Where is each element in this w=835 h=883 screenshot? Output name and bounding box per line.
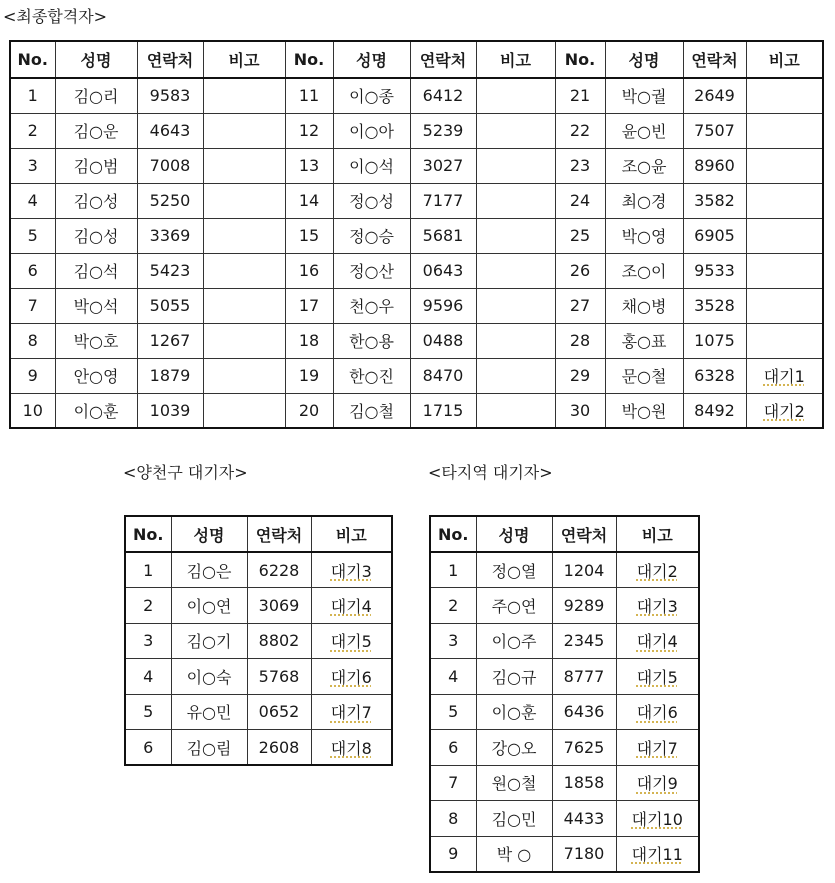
- table-cell: 6: [10, 253, 55, 288]
- table-cell: 윤○빈: [605, 113, 683, 148]
- remark-label: 대기7: [330, 703, 372, 723]
- table-cell: 12: [285, 113, 333, 148]
- table-cell: 27: [555, 288, 605, 323]
- table-cell: 15: [285, 218, 333, 253]
- table-cell: 7507: [683, 113, 746, 148]
- table-cell: 21: [555, 78, 605, 113]
- table-cell: 이○아: [333, 113, 410, 148]
- table-cell: 1: [430, 552, 476, 588]
- table-cell: 1267: [137, 323, 203, 358]
- table-cell: 4643: [137, 113, 203, 148]
- table-cell: 주○연: [476, 588, 552, 624]
- table-cell: [746, 288, 823, 323]
- header-contact: 연락처: [247, 516, 311, 552]
- table-cell: 조○이: [605, 253, 683, 288]
- table-row: [10, 78, 823, 113]
- table-cell: [616, 623, 699, 659]
- remark-label: 대기4: [330, 596, 372, 616]
- table-cell: [746, 358, 823, 393]
- table-row: [430, 588, 699, 624]
- table-cell: 3: [430, 623, 476, 659]
- table-cell: 1039: [137, 393, 203, 428]
- table-cell: 김○은: [171, 552, 247, 588]
- table-cell: 16: [285, 253, 333, 288]
- table-cell: 3582: [683, 183, 746, 218]
- table-cell: 7: [10, 288, 55, 323]
- table-cell: [476, 183, 555, 218]
- table-cell: 24: [555, 183, 605, 218]
- remark-label: 대기1: [763, 367, 805, 386]
- table-cell: 8777: [552, 659, 616, 695]
- remark-label: 대기9: [636, 774, 678, 794]
- remark-label: 대기4: [636, 632, 678, 652]
- table-cell: 안○영: [55, 358, 137, 393]
- table-row: [430, 694, 699, 730]
- other-region-table-caption: <타지역 대기자>: [428, 463, 553, 482]
- table-cell: 1: [10, 78, 55, 113]
- table-cell: 김○리: [55, 78, 137, 113]
- table-cell: 원○철: [476, 765, 552, 801]
- table-cell: 14: [285, 183, 333, 218]
- table-cell: [616, 730, 699, 766]
- table-cell: [203, 288, 285, 323]
- remark-label: 대기7: [636, 738, 678, 758]
- table-cell: 6328: [683, 358, 746, 393]
- table-cell: 3069: [247, 588, 311, 624]
- table-cell: 김○규: [476, 659, 552, 695]
- yangcheon-table-caption: <양천구 대기자>: [123, 463, 248, 482]
- table-cell: [476, 393, 555, 428]
- table-cell: 2649: [683, 78, 746, 113]
- header-remarks: 비고: [476, 41, 555, 78]
- table-cell: 5250: [137, 183, 203, 218]
- table-cell: [616, 552, 699, 588]
- table-cell: 8: [10, 323, 55, 358]
- header-name: 성명: [171, 516, 247, 552]
- table-cell: 11: [285, 78, 333, 113]
- table-row: [430, 836, 699, 872]
- table-cell: 3369: [137, 218, 203, 253]
- header-remarks: 비고: [616, 516, 699, 552]
- table-row: [10, 113, 823, 148]
- table-cell: 홍○표: [605, 323, 683, 358]
- table-cell: [746, 113, 823, 148]
- table-row: [430, 659, 699, 695]
- table-cell: 0652: [247, 694, 311, 730]
- table-cell: [203, 113, 285, 148]
- table-cell: 9583: [137, 78, 203, 113]
- table-cell: [203, 253, 285, 288]
- table-row: [10, 393, 823, 428]
- table-cell: 유○민: [171, 694, 247, 730]
- table-cell: [746, 78, 823, 113]
- table-cell: 7180: [552, 836, 616, 872]
- table-cell: 29: [555, 358, 605, 393]
- table-cell: [746, 183, 823, 218]
- table-cell: 1879: [137, 358, 203, 393]
- remark-label: 대기2: [763, 401, 805, 421]
- table-row: [125, 730, 392, 766]
- table-cell: [476, 113, 555, 148]
- header-no: No.: [125, 516, 171, 552]
- table-row: [125, 588, 392, 624]
- table-row: [10, 148, 823, 183]
- table-cell: [203, 78, 285, 113]
- table-cell: 8470: [410, 358, 476, 393]
- table-cell: 이○연: [171, 588, 247, 624]
- remark-label: 대기6: [330, 667, 372, 687]
- table-cell: 정○승: [333, 218, 410, 253]
- table-cell: 박○영: [605, 218, 683, 253]
- table-cell: 1715: [410, 393, 476, 428]
- table-cell: 4: [10, 183, 55, 218]
- remark-label: 대기8: [330, 738, 372, 758]
- table-cell: 박○호: [55, 323, 137, 358]
- remark-label: 대기10: [631, 809, 683, 829]
- table-row: [10, 323, 823, 358]
- table-cell: 4: [430, 659, 476, 695]
- table-cell: 8960: [683, 148, 746, 183]
- table-cell: 1: [125, 552, 171, 588]
- table-row: [125, 552, 392, 588]
- table-cell: [476, 78, 555, 113]
- table-cell: 23: [555, 148, 605, 183]
- table-cell: [476, 358, 555, 393]
- header-contact: 연락처: [410, 41, 476, 78]
- remark-label: 대기3: [330, 561, 372, 581]
- table-cell: 2: [10, 113, 55, 148]
- table-cell: 6905: [683, 218, 746, 253]
- table-cell: 5: [430, 694, 476, 730]
- table-cell: [476, 288, 555, 323]
- table-cell: 이○종: [333, 78, 410, 113]
- table-cell: 박 ○: [476, 836, 552, 872]
- table-cell: 13: [285, 148, 333, 183]
- remark-label: 대기3: [636, 596, 678, 616]
- header-no: No.: [430, 516, 476, 552]
- table-row: [430, 730, 699, 766]
- header-no: No.: [555, 41, 605, 78]
- table-cell: 1858: [552, 765, 616, 801]
- table-cell: [616, 588, 699, 624]
- header-remarks: 비고: [203, 41, 285, 78]
- table-cell: 김○성: [55, 218, 137, 253]
- table-cell: 8802: [247, 623, 311, 659]
- table-cell: 7008: [137, 148, 203, 183]
- table-cell: 10: [10, 393, 55, 428]
- table-cell: 6: [430, 730, 476, 766]
- table-cell: 2: [430, 588, 476, 624]
- table-cell: 8: [430, 801, 476, 837]
- final-passers-table: [9, 40, 824, 429]
- table-row: [430, 765, 699, 801]
- table-cell: [746, 148, 823, 183]
- table-cell: 김○운: [55, 113, 137, 148]
- table-cell: 1075: [683, 323, 746, 358]
- remark-label: 대기5: [330, 632, 372, 652]
- yangcheon-header-row: [125, 516, 392, 552]
- table-cell: 3: [125, 623, 171, 659]
- table-cell: [476, 253, 555, 288]
- remark-label: 대기5: [636, 667, 678, 687]
- table-cell: [746, 323, 823, 358]
- table-cell: 강○오: [476, 730, 552, 766]
- table-row: [10, 253, 823, 288]
- table-cell: 김○석: [55, 253, 137, 288]
- table-cell: 2: [125, 588, 171, 624]
- table-cell: 28: [555, 323, 605, 358]
- table-cell: 박○원: [605, 393, 683, 428]
- header-name: 성명: [476, 516, 552, 552]
- header-no: No.: [285, 41, 333, 78]
- table-cell: 김○철: [333, 393, 410, 428]
- table-cell: [746, 393, 823, 428]
- table-cell: 7: [430, 765, 476, 801]
- table-cell: [311, 623, 392, 659]
- table-cell: 25: [555, 218, 605, 253]
- table-cell: 한○진: [333, 358, 410, 393]
- table-cell: 이○석: [333, 148, 410, 183]
- table-cell: 2608: [247, 730, 311, 766]
- table-cell: 천○우: [333, 288, 410, 323]
- table-cell: [311, 552, 392, 588]
- header-name: 성명: [605, 41, 683, 78]
- table-cell: [746, 253, 823, 288]
- remark-label: 대기2: [636, 561, 678, 581]
- table-row: [10, 288, 823, 323]
- table-cell: 김○민: [476, 801, 552, 837]
- table-cell: 6436: [552, 694, 616, 730]
- header-contact: 연락처: [683, 41, 746, 78]
- table-row: [430, 801, 699, 837]
- table-cell: 문○철: [605, 358, 683, 393]
- other-region-waitlist-table: [429, 515, 700, 873]
- table-cell: 5: [125, 694, 171, 730]
- table-cell: [616, 659, 699, 695]
- table-cell: [616, 765, 699, 801]
- table-cell: [311, 730, 392, 766]
- table-cell: 이○숙: [171, 659, 247, 695]
- table-cell: [476, 323, 555, 358]
- main-table-header-row: [10, 41, 823, 78]
- table-cell: 5055: [137, 288, 203, 323]
- table-cell: 0488: [410, 323, 476, 358]
- table-cell: 26: [555, 253, 605, 288]
- table-cell: 조○윤: [605, 148, 683, 183]
- table-cell: [203, 323, 285, 358]
- table-row: [430, 623, 699, 659]
- table-cell: 9: [430, 836, 476, 872]
- table-cell: 박○석: [55, 288, 137, 323]
- table-cell: [476, 148, 555, 183]
- table-cell: 9: [10, 358, 55, 393]
- table-cell: 4: [125, 659, 171, 695]
- remark-label: 대기11: [631, 845, 683, 864]
- table-cell: 1204: [552, 552, 616, 588]
- table-cell: 2345: [552, 623, 616, 659]
- table-cell: [203, 148, 285, 183]
- table-cell: 30: [555, 393, 605, 428]
- table-cell: 이○주: [476, 623, 552, 659]
- table-cell: 0643: [410, 253, 476, 288]
- table-cell: 17: [285, 288, 333, 323]
- table-cell: 한○용: [333, 323, 410, 358]
- table-cell: [311, 588, 392, 624]
- main-table-caption: <최종합격자>: [3, 7, 108, 26]
- table-row: [125, 623, 392, 659]
- table-cell: 9533: [683, 253, 746, 288]
- remark-label: 대기6: [636, 703, 678, 723]
- table-cell: 5768: [247, 659, 311, 695]
- table-cell: [616, 801, 699, 837]
- table-cell: 3027: [410, 148, 476, 183]
- table-cell: 6228: [247, 552, 311, 588]
- header-contact: 연락처: [552, 516, 616, 552]
- table-cell: 김○성: [55, 183, 137, 218]
- table-cell: 6: [125, 730, 171, 766]
- header-name: 성명: [55, 41, 137, 78]
- table-cell: 20: [285, 393, 333, 428]
- table-cell: 8492: [683, 393, 746, 428]
- table-cell: [203, 358, 285, 393]
- table-cell: [203, 183, 285, 218]
- table-cell: [203, 393, 285, 428]
- header-remarks: 비고: [311, 516, 392, 552]
- table-cell: 9289: [552, 588, 616, 624]
- table-cell: 7625: [552, 730, 616, 766]
- table-cell: 이○훈: [476, 694, 552, 730]
- table-cell: 김○림: [171, 730, 247, 766]
- table-cell: 정○성: [333, 183, 410, 218]
- table-row: [10, 358, 823, 393]
- table-row: [430, 552, 699, 588]
- table-cell: 정○열: [476, 552, 552, 588]
- header-name: 성명: [333, 41, 410, 78]
- header-remarks: 비고: [746, 41, 823, 78]
- table-cell: 김○범: [55, 148, 137, 183]
- table-cell: 19: [285, 358, 333, 393]
- table-cell: 6412: [410, 78, 476, 113]
- table-cell: 최○경: [605, 183, 683, 218]
- table-cell: [203, 218, 285, 253]
- table-cell: [616, 836, 699, 872]
- table-cell: 5: [10, 218, 55, 253]
- yangcheon-waitlist-table: [124, 515, 393, 766]
- table-row: [10, 218, 823, 253]
- table-cell: 4433: [552, 801, 616, 837]
- other-region-header-row: [430, 516, 699, 552]
- table-cell: [476, 218, 555, 253]
- table-cell: 박○궐: [605, 78, 683, 113]
- table-cell: 채○병: [605, 288, 683, 323]
- table-row: [10, 183, 823, 218]
- table-cell: 18: [285, 323, 333, 358]
- table-cell: [311, 659, 392, 695]
- table-cell: [616, 694, 699, 730]
- table-cell: 22: [555, 113, 605, 148]
- table-row: [125, 694, 392, 730]
- table-row: [125, 659, 392, 695]
- table-cell: [746, 218, 823, 253]
- table-cell: 3528: [683, 288, 746, 323]
- table-cell: 정○산: [333, 253, 410, 288]
- header-contact: 연락처: [137, 41, 203, 78]
- table-cell: 이○훈: [55, 393, 137, 428]
- table-cell: 5423: [137, 253, 203, 288]
- table-cell: 3: [10, 148, 55, 183]
- table-cell: 5681: [410, 218, 476, 253]
- table-cell: [311, 694, 392, 730]
- table-cell: 5239: [410, 113, 476, 148]
- table-cell: 7177: [410, 183, 476, 218]
- table-cell: 9596: [410, 288, 476, 323]
- table-cell: 김○기: [171, 623, 247, 659]
- header-no: No.: [10, 41, 55, 78]
